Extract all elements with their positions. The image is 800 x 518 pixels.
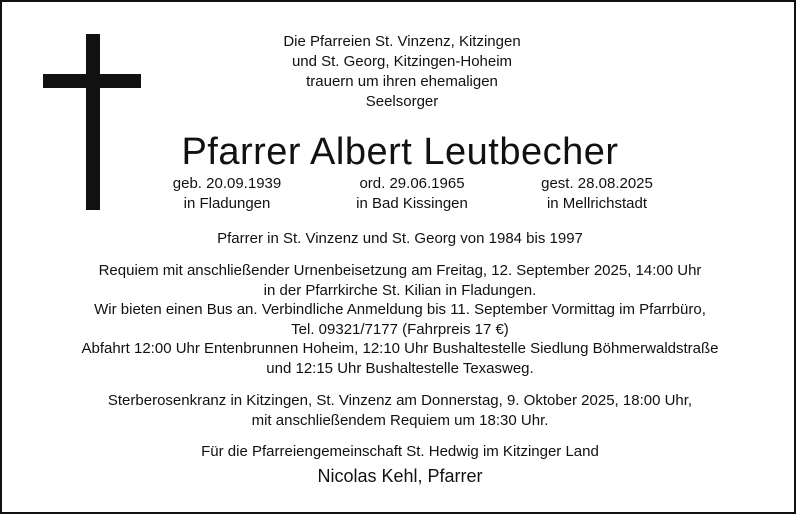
tenure-line: Pfarrer in St. Vinzenz und St. Georg von 1984 bis 1997	[217, 230, 583, 247]
birth-place: in Fladungen	[183, 195, 271, 212]
intro-line: Seelsorger	[365, 93, 439, 110]
ordination-date: ord. 29.06.1965	[359, 175, 465, 192]
ordination-place: in Bad Kissingen	[356, 195, 468, 212]
birth-date: geb. 20.09.1939	[172, 175, 282, 192]
ordination-date-block	[327, 174, 497, 214]
life-dates	[142, 174, 682, 214]
requiem-line: und 12:15 Uhr Bushaltestelle Texasweg.	[266, 359, 534, 377]
rosary-info	[2, 391, 798, 431]
intro-line: und St. Georg, Kitzingen-Hoheim	[291, 53, 513, 70]
requiem-line: Requiem mit anschließender Urnenbeisetzung am Freitag, 12. September 2025, 14:00 Uhr	[98, 262, 702, 279]
requiem-line: in der Pfarrkirche St. Kilian in Fladungen.	[263, 281, 537, 299]
death-place: in Mellrichstadt	[546, 195, 648, 212]
death-date: gest. 28.08.2025	[541, 175, 653, 192]
signer-name: Nicolas Kehl, Pfarrer	[317, 466, 483, 486]
requiem-line: Wir bieten einen Bus an. Verbindliche Anmeldung bis 11. September Vormittag im Pfarrbüro,	[94, 301, 706, 318]
parish-community-line: Für die Pfarreiengemeinschaft St. Hedwig im Kitzinger Land	[201, 443, 599, 460]
intro-line: trauern um ihren ehemaligen	[306, 73, 498, 90]
rosary-line: Sterberosenkranz in Kitzingen, St. Vinzenz am Donnerstag, 9. Oktober 2025, 18:00 Uhr,	[107, 392, 693, 409]
birth-date-block	[142, 174, 312, 214]
intro-line: Die Pfarreien St. Vinzenz, Kitzingen	[283, 33, 521, 50]
cross-horizontal-bar	[43, 74, 141, 88]
requiem-info	[2, 261, 798, 378]
cross-vertical-bar	[86, 34, 100, 210]
requiem-line: Abfahrt 12:00 Uhr Entenbrunnen Hoheim, 12:10 Uhr Bushaltestelle Siedlung Böhmerwaldstraße	[81, 340, 719, 357]
intro-text	[202, 32, 602, 112]
deceased-name: Pfarrer Albert Leutbecher	[181, 131, 619, 173]
death-date-block	[512, 174, 682, 214]
rosary-line: mit anschließendem Requiem um 18:30 Uhr.	[251, 412, 549, 429]
requiem-line: Tel. 09321/7177 (Fahrpreis 17 €)	[291, 320, 509, 338]
